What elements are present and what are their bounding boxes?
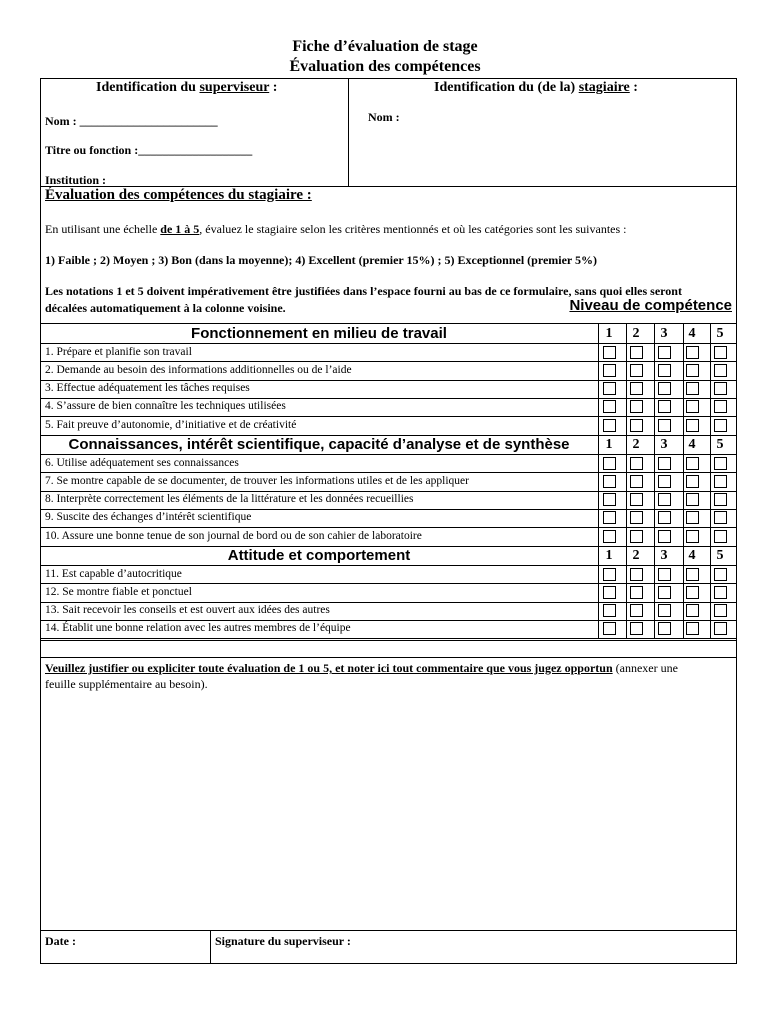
rating-checkbox[interactable] bbox=[686, 364, 699, 377]
criterion-label: 3. Effectue adéquatement les tâches requises bbox=[45, 382, 250, 395]
rating-checkbox[interactable] bbox=[686, 346, 699, 359]
rating-checkbox[interactable] bbox=[714, 530, 727, 543]
rating-checkbox[interactable] bbox=[686, 457, 699, 470]
rating-checkbox[interactable] bbox=[630, 419, 643, 432]
level-number: 5 bbox=[716, 437, 724, 452]
rating-checkbox[interactable] bbox=[630, 586, 643, 599]
supervisor-title-field[interactable]: Titre ou fonction :___________________ bbox=[45, 143, 253, 157]
rating-checkbox[interactable] bbox=[630, 457, 643, 470]
section-title: Attitude et comportement bbox=[227, 547, 411, 564]
rating-checkbox[interactable] bbox=[714, 604, 727, 617]
rating-checkbox[interactable] bbox=[630, 382, 643, 395]
rating-checkbox[interactable] bbox=[603, 511, 616, 524]
rating-checkbox[interactable] bbox=[714, 622, 727, 635]
level-number: 1 bbox=[605, 326, 613, 341]
column-divider bbox=[710, 323, 711, 435]
niveau-label: Niveau de compétence bbox=[569, 297, 732, 314]
rating-checkbox[interactable] bbox=[603, 364, 616, 377]
footer-divider bbox=[210, 930, 211, 964]
rating-checkbox[interactable] bbox=[603, 568, 616, 581]
level-number: 3 bbox=[660, 548, 668, 563]
form-title: Fiche d’évaluation de stage bbox=[292, 38, 478, 55]
rating-checkbox[interactable] bbox=[686, 568, 699, 581]
rating-checkbox[interactable] bbox=[658, 530, 671, 543]
supervisor-heading: Identification du superviseur : bbox=[96, 80, 278, 95]
column-divider bbox=[710, 434, 711, 546]
note-line-1: Les notations 1 et 5 doivent impérativement être justifiées dans l’espace fourni au bas de ce formulaire, sans quoi elles seront bbox=[45, 284, 682, 298]
level-number: 3 bbox=[660, 437, 668, 452]
scale-instruction: En utilisant une échelle de 1 à 5, évaluez le stagiaire selon les critères mentionnés et où les catégories sont les suivantes : bbox=[45, 222, 627, 236]
rating-checkbox[interactable] bbox=[658, 475, 671, 488]
section-title: Fonctionnement en milieu de travail bbox=[191, 325, 447, 342]
rating-checkbox[interactable] bbox=[686, 586, 699, 599]
rating-checkbox[interactable] bbox=[686, 604, 699, 617]
trainee-heading: Identification du (de la) stagiaire : bbox=[434, 80, 638, 95]
rating-checkbox[interactable] bbox=[686, 530, 699, 543]
rating-checkbox[interactable] bbox=[630, 530, 643, 543]
rating-checkbox[interactable] bbox=[658, 622, 671, 635]
rating-checkbox[interactable] bbox=[603, 419, 616, 432]
criterion-label: 7. Se montre capable de se documenter, de trouver les informations utiles et de les appliquer bbox=[45, 474, 469, 487]
rating-checkbox[interactable] bbox=[686, 400, 699, 413]
rating-checkbox[interactable] bbox=[686, 511, 699, 524]
rating-checkbox[interactable] bbox=[630, 511, 643, 524]
divider bbox=[40, 640, 737, 641]
rating-checkbox[interactable] bbox=[603, 530, 616, 543]
rating-checkbox[interactable] bbox=[714, 346, 727, 359]
rating-checkbox[interactable] bbox=[714, 493, 727, 506]
rating-checkbox[interactable] bbox=[630, 604, 643, 617]
rating-checkbox[interactable] bbox=[658, 382, 671, 395]
level-number: 4 bbox=[688, 326, 696, 341]
column-divider bbox=[598, 434, 599, 546]
supervisor-institution-field[interactable]: Institution : bbox=[45, 173, 107, 187]
rating-checkbox[interactable] bbox=[603, 457, 616, 470]
rating-checkbox[interactable] bbox=[714, 475, 727, 488]
date-field[interactable]: Date : bbox=[45, 934, 76, 948]
level-number: 5 bbox=[716, 326, 724, 341]
rating-checkbox[interactable] bbox=[603, 475, 616, 488]
rating-checkbox[interactable] bbox=[714, 400, 727, 413]
column-divider bbox=[683, 545, 684, 638]
rating-checkbox[interactable] bbox=[630, 493, 643, 506]
rating-checkbox[interactable] bbox=[603, 604, 616, 617]
rating-checkbox[interactable] bbox=[714, 586, 727, 599]
evaluation-heading: Évaluation des compétences du stagiaire : bbox=[45, 187, 312, 203]
rating-checkbox[interactable] bbox=[630, 400, 643, 413]
rating-checkbox[interactable] bbox=[686, 475, 699, 488]
rating-checkbox[interactable] bbox=[658, 364, 671, 377]
level-number: 2 bbox=[632, 437, 640, 452]
level-number: 2 bbox=[632, 548, 640, 563]
level-number: 1 bbox=[605, 548, 613, 563]
rating-checkbox[interactable] bbox=[714, 511, 727, 524]
section-title: Connaissances, intérêt scientifique, capacité d’analyse et de synthèse bbox=[68, 436, 570, 453]
level-number: 5 bbox=[716, 548, 724, 563]
criterion-label: 9. Suscite des échanges d’intérêt scientifique bbox=[45, 511, 252, 524]
rating-checkbox[interactable] bbox=[686, 382, 699, 395]
rating-checkbox[interactable] bbox=[714, 382, 727, 395]
level-number: 3 bbox=[660, 326, 668, 341]
level-number: 4 bbox=[688, 548, 696, 563]
rating-checkbox[interactable] bbox=[630, 622, 643, 635]
rating-checkbox[interactable] bbox=[714, 364, 727, 377]
rating-checkbox[interactable] bbox=[658, 457, 671, 470]
categories-text: 1) Faible ; 2) Moyen ; 3) Bon (dans la moyenne); 4) Excellent (premier 15%) ; 5) Exceptionnel (premier 5%) bbox=[45, 253, 598, 267]
rating-checkbox[interactable] bbox=[603, 493, 616, 506]
column-divider bbox=[710, 545, 711, 638]
trainee-name-field[interactable]: Nom : bbox=[368, 110, 400, 124]
rating-checkbox[interactable] bbox=[658, 346, 671, 359]
rating-checkbox[interactable] bbox=[603, 586, 616, 599]
rating-checkbox[interactable] bbox=[658, 419, 671, 432]
criterion-label: 2. Demande au besoin des informations additionnelles ou de l’aide bbox=[45, 363, 352, 376]
id-divider bbox=[348, 78, 349, 186]
rating-checkbox[interactable] bbox=[630, 475, 643, 488]
rating-checkbox[interactable] bbox=[686, 622, 699, 635]
level-number: 1 bbox=[605, 437, 613, 452]
column-divider bbox=[654, 323, 655, 435]
criterion-label: 1. Prépare et planifie son travail bbox=[45, 345, 192, 358]
rating-checkbox[interactable] bbox=[658, 493, 671, 506]
criterion-label: 12. Se montre fiable et ponctuel bbox=[45, 585, 192, 598]
column-divider bbox=[626, 434, 627, 546]
rating-checkbox[interactable] bbox=[658, 568, 671, 581]
signature-field[interactable]: Signature du superviseur : bbox=[215, 934, 351, 948]
column-divider bbox=[598, 545, 599, 638]
criterion-label: 6. Utilise adéquatement ses connaissances bbox=[45, 456, 239, 469]
criterion-label: 14. Établit une bonne relation avec les autres membres de l’équipe bbox=[45, 622, 351, 635]
column-divider bbox=[683, 323, 684, 435]
rating-checkbox[interactable] bbox=[658, 586, 671, 599]
form-subtitle: Évaluation des compétences bbox=[289, 58, 481, 75]
divider bbox=[40, 930, 737, 931]
supervisor-name-field[interactable]: Nom : _______________________ bbox=[45, 114, 218, 128]
rating-checkbox[interactable] bbox=[630, 568, 643, 581]
rating-checkbox[interactable] bbox=[714, 457, 727, 470]
criterion-label: 13. Sait recevoir les conseils et est ouvert aux idées des autres bbox=[45, 604, 330, 617]
rating-checkbox[interactable] bbox=[658, 604, 671, 617]
rating-checkbox[interactable] bbox=[603, 382, 616, 395]
rating-checkbox[interactable] bbox=[658, 511, 671, 524]
note-line-2: décalées automatiquement à la colonne voisine. bbox=[45, 301, 286, 315]
rating-checkbox[interactable] bbox=[603, 346, 616, 359]
rating-checkbox[interactable] bbox=[630, 346, 643, 359]
rating-checkbox[interactable] bbox=[686, 493, 699, 506]
justification-text: Veuillez justifier ou expliciter toute évaluation de 1 ou 5, et noter ici tout commentaire que vous jugez opportun (annexer une feuille supplémentaire au besoin). bbox=[45, 661, 678, 691]
level-number: 2 bbox=[632, 326, 640, 341]
rating-checkbox[interactable] bbox=[714, 419, 727, 432]
column-divider bbox=[598, 323, 599, 435]
column-divider bbox=[654, 545, 655, 638]
rating-checkbox[interactable] bbox=[603, 400, 616, 413]
criterion-label: 5. Fait preuve d’autonomie, d’initiative et de créativité bbox=[45, 418, 297, 431]
rating-checkbox[interactable] bbox=[714, 568, 727, 581]
column-divider bbox=[626, 545, 627, 638]
criterion-label: 10. Assure une bonne tenue de son journal de bord ou de son cahier de laboratoire bbox=[45, 529, 422, 542]
rating-checkbox[interactable] bbox=[630, 364, 643, 377]
rating-checkbox[interactable] bbox=[658, 400, 671, 413]
column-divider bbox=[683, 434, 684, 546]
criterion-label: 11. Est capable d’autocritique bbox=[45, 567, 182, 580]
criterion-label: 8. Interprète correctement les éléments de la littérature et les données recueillies bbox=[45, 493, 414, 506]
level-number: 4 bbox=[688, 437, 696, 452]
rating-checkbox[interactable] bbox=[686, 419, 699, 432]
rating-checkbox[interactable] bbox=[603, 622, 616, 635]
column-divider bbox=[626, 323, 627, 435]
criterion-label: 4. S’assure de bien connaître les techniques utilisées bbox=[45, 400, 286, 413]
column-divider bbox=[654, 434, 655, 546]
comments-area[interactable] bbox=[42, 692, 735, 928]
divider bbox=[40, 657, 737, 658]
